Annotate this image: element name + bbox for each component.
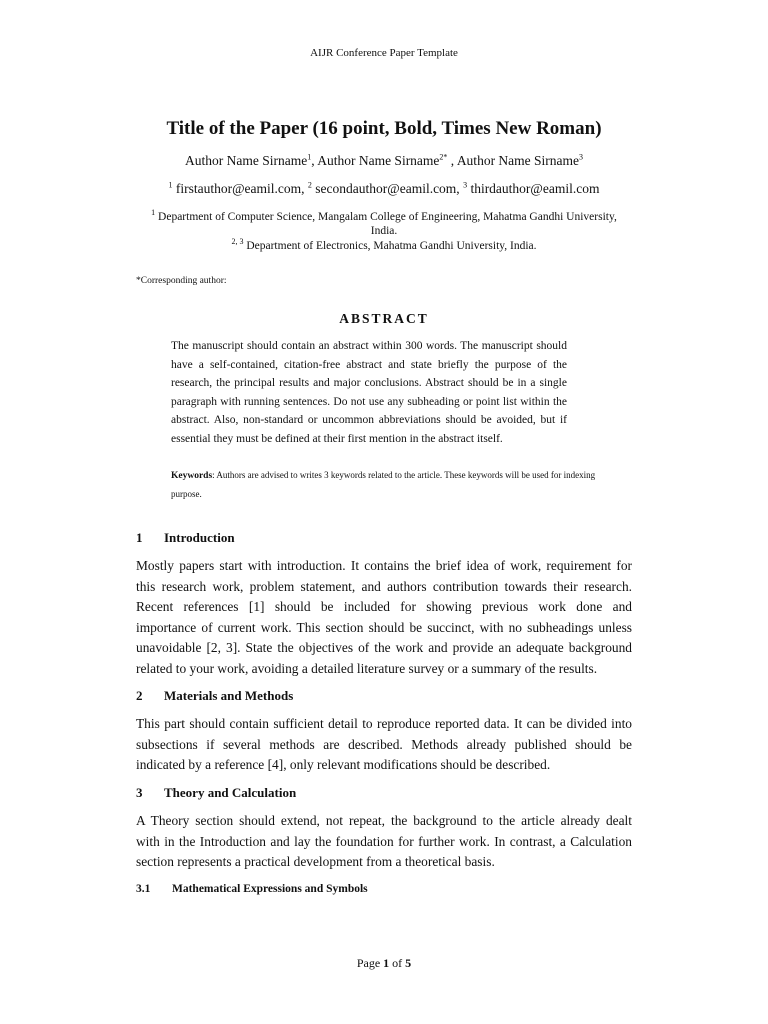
subsection-title: Mathematical Expressions and Symbols — [172, 883, 368, 895]
section-title: Materials and Methods — [164, 688, 294, 703]
email-3-sup: 3 — [463, 180, 468, 190]
email-3: thirdauthor@eamil.com — [467, 181, 600, 196]
of-word: of — [389, 956, 406, 970]
page-word: Page — [356, 956, 384, 970]
email-list — [0, 181, 768, 197]
section-title: Introduction — [164, 530, 235, 545]
email-1: firstauthor@eamil.com, — [172, 181, 308, 196]
section-number: 2 — [136, 688, 143, 703]
paragraph-line: This part should contain sufficient detail to reproduce reported data. It can be divided into — [136, 716, 632, 731]
page-number: 1 — [383, 956, 390, 970]
paragraph-line: indicated by a reference [4], only relevant modifications should be described. — [136, 757, 551, 773]
paragraph-line: unavoidable [2, 3]. State the objectives of the work and provide an adequate background — [136, 640, 632, 656]
author-2: Author Name Sirname — [317, 153, 440, 168]
paragraph-line: importance of current work. This section should be succinct, with no subheadings unless — [136, 619, 632, 635]
abstract-body: The manuscript should contain an abstract within 300 words. The manuscript should have a self-contained, citation-free abstract and state briefly the purpose of the research, the principal results and major conclusions. Abstract should be in a single paragraph with running sentences. Do not use any subheading or point list within the abstract. Also, non-standard or uncommon abbreviations should be avoided, but if essential they must be defined at their first mention in the abstract itself. — [171, 340, 567, 445]
paragraph-line: subsections if several methods are described. Methods already published should be — [136, 736, 632, 752]
affiliation-1-sup: 1 — [151, 208, 156, 218]
paragraph-line: A Theory section should extend, not repeat, the background to the article already dealt — [136, 813, 632, 828]
author-sep-2: , — [447, 153, 457, 168]
email-2-sup: 2 — [307, 180, 312, 190]
theory-calculation-paragraph — [136, 811, 632, 873]
paragraph-line: Recent references [1] should be included for showing previous work done and — [136, 599, 632, 615]
paragraph-line: Mostly papers start with introduction. It contains the brief idea of work, requirement for — [136, 558, 632, 573]
abstract-heading: ABSTRACT — [339, 311, 429, 326]
subsection-number: 3.1 — [136, 883, 151, 895]
paragraph-line: this research work, problem statement, and authors contribution towards their research. — [136, 578, 632, 594]
keywords-text: : Authors are advised to writes 3 keywords related to the article. These keywords will be used for indexing purpose. — [171, 470, 596, 499]
paragraph-line: section represents a practical development from a theoretical basis. — [136, 854, 495, 870]
section-heading-introduction — [136, 530, 235, 546]
author-1: Author Name Sirname — [184, 153, 308, 168]
author-2-sup: 2* — [439, 152, 448, 162]
affiliation-2 — [150, 239, 618, 253]
paper-title: Title of the Paper (16 point, Bold, Times New Roman) — [166, 118, 602, 139]
section-number: 1 — [136, 530, 143, 545]
affiliation-1-text: Department of Computer Science, Mangalam College of Engineering, Mahatma Gandhi University, India. — [155, 211, 617, 237]
page-footer — [0, 956, 768, 971]
author-3: Author Name Sirname — [456, 153, 580, 168]
paragraph-line: with in the Introduction and lay the foundation for further work. In contrast, a Calculation — [136, 833, 632, 849]
email-2: secondauthor@eamil.com, — [311, 181, 464, 196]
section-title: Theory and Calculation — [164, 785, 297, 800]
keywords — [171, 466, 611, 503]
section-heading-theory-calculation — [136, 785, 296, 801]
affiliation-2-sup: 2, 3 — [231, 237, 244, 247]
author-sep-1: , — [311, 153, 318, 168]
keywords-label: Keywords — [171, 471, 213, 481]
affiliation-1 — [150, 210, 618, 238]
author-1-sup: 1 — [307, 152, 312, 162]
section-heading-materials-methods — [136, 688, 293, 704]
paragraph-line: related to your work, avoiding a detailed literature survey or a summary of the results. — [136, 660, 598, 676]
subsection-heading-math-expressions — [136, 883, 368, 895]
corresponding-author-note: *Corresponding author: — [136, 276, 227, 286]
author-list — [0, 153, 768, 169]
page-total: 5 — [405, 956, 412, 970]
affiliation-2-text: Department of Electronics, Mahatma Gandhi University, India. — [243, 240, 537, 252]
running-header: AIJR Conference Paper Template — [310, 47, 458, 59]
introduction-paragraph — [136, 556, 632, 680]
materials-methods-paragraph — [136, 714, 632, 776]
email-1-sup: 1 — [168, 180, 173, 190]
author-3-sup: 3 — [579, 152, 584, 162]
section-number: 3 — [136, 785, 143, 800]
